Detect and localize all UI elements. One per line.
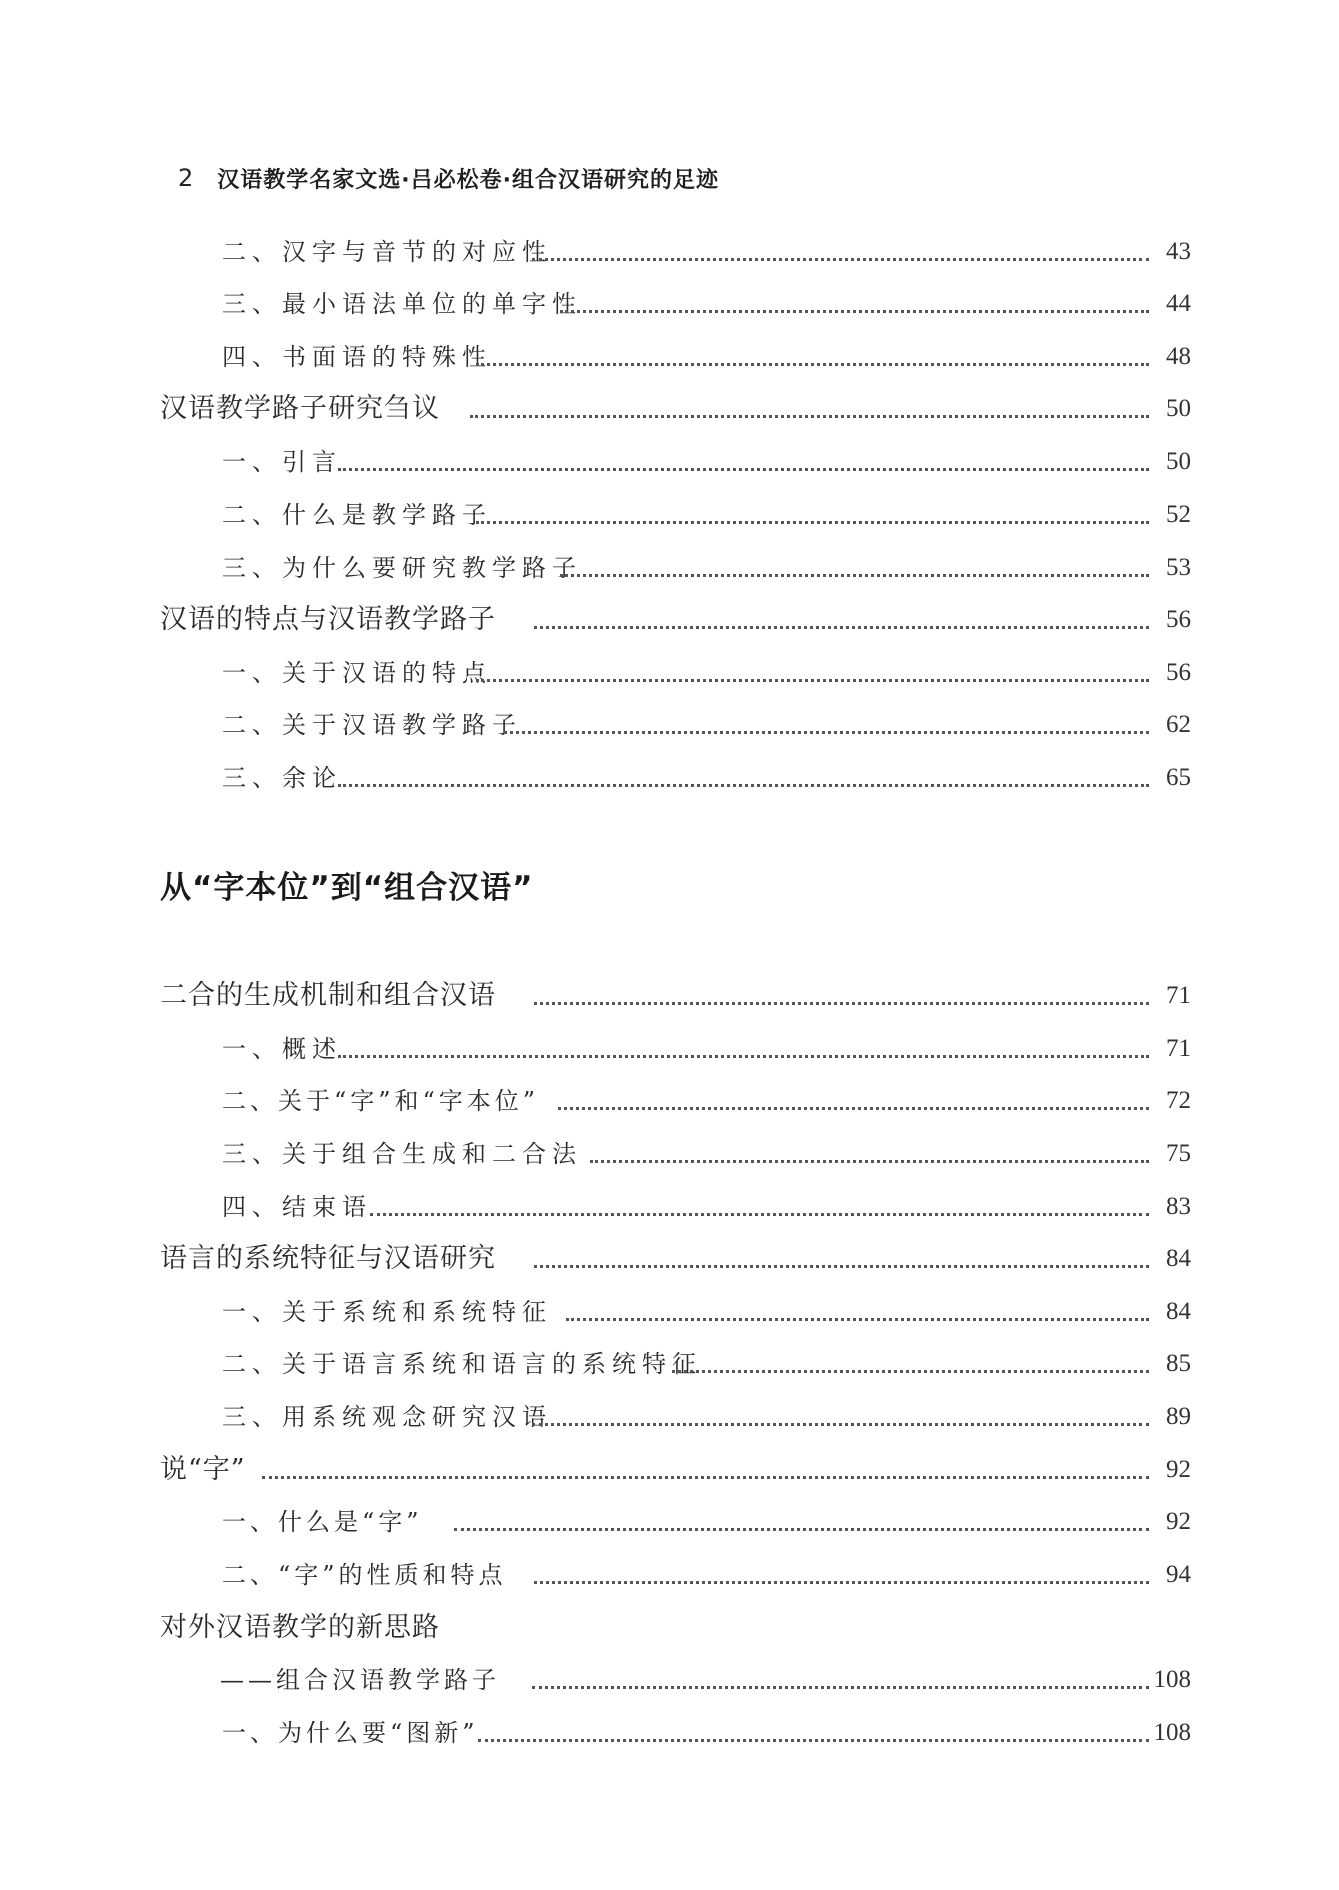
dot-leader bbox=[476, 521, 1149, 524]
toc-entry-page: 48 bbox=[1166, 343, 1191, 370]
toc-entry-page: 92 bbox=[1166, 1508, 1191, 1535]
toc-entry-page: 75 bbox=[1166, 1140, 1191, 1167]
toc-entry-title: 三、最小语法单位的单字性 bbox=[222, 290, 582, 318]
dot-leader bbox=[566, 1318, 1149, 1321]
dot-leader bbox=[558, 1107, 1149, 1110]
toc-entry[interactable] bbox=[0, 548, 1339, 588]
toc-entry-title: 四、结束语 bbox=[222, 1193, 372, 1221]
dot-leader bbox=[338, 1055, 1149, 1058]
toc-entry-title: 三、关于组合生成和二合法 bbox=[222, 1140, 582, 1168]
toc-entry-page: 65 bbox=[1166, 764, 1191, 791]
toc-entry-page: 56 bbox=[1166, 606, 1191, 633]
toc-entry-page: 43 bbox=[1166, 238, 1191, 265]
toc-entry-page: 71 bbox=[1166, 1035, 1191, 1062]
toc-entry[interactable] bbox=[0, 232, 1339, 272]
dot-leader bbox=[476, 679, 1149, 682]
toc-entry-title: 二、关于“字”和“字本位” bbox=[222, 1087, 540, 1115]
toc-entry-page: 108 bbox=[1153, 1719, 1191, 1746]
toc-entry[interactable] bbox=[0, 1660, 1339, 1700]
dot-leader bbox=[532, 1423, 1149, 1426]
toc-entry-title: 汉语的特点与汉语教学路子 bbox=[160, 604, 496, 635]
toc-entry-title: 汉语教学路子研究刍议 bbox=[160, 393, 440, 424]
toc-entry-title: 二、什么是教学路子 bbox=[222, 501, 492, 529]
toc-entry[interactable] bbox=[0, 1081, 1339, 1121]
toc-entry[interactable] bbox=[0, 389, 1339, 429]
toc-entry[interactable] bbox=[0, 1344, 1339, 1384]
dot-leader bbox=[560, 310, 1149, 313]
dot-leader bbox=[470, 415, 1149, 418]
toc-entry-title: ——组合汉语教学路子 bbox=[220, 1666, 500, 1694]
dot-leader bbox=[672, 1370, 1149, 1373]
toc-entry-title: 三、余论 bbox=[222, 764, 342, 792]
toc-entry[interactable] bbox=[0, 758, 1339, 798]
toc-entry[interactable] bbox=[0, 1029, 1339, 1069]
running-title: 汉语教学名家文选·吕必松卷·组合汉语研究的足迹 bbox=[217, 167, 719, 193]
toc-entry[interactable] bbox=[0, 1502, 1339, 1542]
toc-entry-title: 二合的生成机制和组合汉语 bbox=[160, 980, 496, 1011]
toc-entry-title: 一、为什么要“图新” bbox=[222, 1719, 479, 1747]
toc-entry-title: 对外汉语教学的新思路 bbox=[160, 1612, 440, 1643]
toc-entry[interactable] bbox=[0, 976, 1339, 1016]
toc-entry-page: 71 bbox=[1166, 982, 1191, 1009]
toc-entry[interactable] bbox=[0, 1397, 1339, 1437]
toc-entry-page: 85 bbox=[1166, 1350, 1191, 1377]
dot-leader bbox=[590, 1160, 1149, 1163]
toc-entry-page: 108 bbox=[1153, 1666, 1191, 1693]
toc-entry-page: 62 bbox=[1166, 711, 1191, 738]
toc-entry-page: 50 bbox=[1166, 448, 1191, 475]
toc-entry-page: 72 bbox=[1166, 1087, 1191, 1114]
dot-leader bbox=[370, 1213, 1149, 1216]
dot-leader bbox=[532, 1686, 1149, 1689]
toc-entry-title: 说“字” bbox=[160, 1454, 246, 1485]
toc-entry-page: 50 bbox=[1166, 395, 1191, 422]
toc-entry[interactable] bbox=[0, 1555, 1339, 1595]
toc-entry-title: 一、关于系统和系统特征 bbox=[222, 1298, 552, 1326]
toc-entry-title: 三、用系统观念研究汉语 bbox=[222, 1403, 552, 1431]
toc-entry[interactable] bbox=[0, 442, 1339, 482]
toc-entry-page: 84 bbox=[1166, 1245, 1191, 1272]
toc-entry-page: 56 bbox=[1166, 659, 1191, 686]
toc-entry-title: 一、概述 bbox=[222, 1035, 342, 1063]
toc-entry[interactable] bbox=[0, 600, 1339, 640]
section-heading: 从“字本位”到“组合汉语” bbox=[160, 870, 534, 906]
toc-entry[interactable] bbox=[0, 1450, 1339, 1490]
dot-leader bbox=[560, 574, 1149, 577]
toc-entry-page: 53 bbox=[1166, 554, 1191, 581]
toc-entry-page: 44 bbox=[1166, 290, 1191, 317]
dot-leader bbox=[534, 626, 1149, 629]
toc-entry-title: 一、引言 bbox=[222, 448, 342, 476]
toc-entry-page: 84 bbox=[1166, 1298, 1191, 1325]
toc-entry-page: 89 bbox=[1166, 1403, 1191, 1430]
toc-entry[interactable] bbox=[0, 1239, 1339, 1279]
toc-entry[interactable] bbox=[0, 653, 1339, 693]
toc-entry-page: 92 bbox=[1166, 1456, 1191, 1483]
dot-leader bbox=[338, 468, 1149, 471]
dot-leader bbox=[478, 1739, 1149, 1742]
dot-leader bbox=[338, 784, 1149, 787]
toc-entry-title: 二、“字”的性质和特点 bbox=[222, 1561, 507, 1589]
toc-entry-page: 94 bbox=[1166, 1561, 1191, 1588]
dot-leader bbox=[476, 363, 1149, 366]
toc-entry-title: 四、书面语的特殊性 bbox=[222, 343, 492, 371]
toc-entry-title: 三、为什么要研究教学路子 bbox=[222, 554, 582, 582]
toc-entry-title: 一、什么是“字” bbox=[222, 1508, 423, 1536]
dot-leader bbox=[532, 258, 1149, 261]
toc-entry[interactable] bbox=[0, 284, 1339, 324]
dot-leader bbox=[454, 1528, 1149, 1531]
toc-entry-page: 83 bbox=[1166, 1193, 1191, 1220]
toc-entry[interactable] bbox=[0, 705, 1339, 745]
toc-entry-title: 一、关于汉语的特点 bbox=[222, 659, 492, 687]
toc-entry-page: 52 bbox=[1166, 501, 1191, 528]
toc-entry-title: 二、汉字与音节的对应性 bbox=[222, 238, 552, 266]
toc-entry[interactable] bbox=[0, 1134, 1339, 1174]
toc-entry[interactable] bbox=[0, 1187, 1339, 1227]
dot-leader bbox=[534, 1002, 1149, 1005]
toc-entry-no-page[interactable] bbox=[0, 1608, 1339, 1648]
toc-entry-title: 二、关于汉语教学路子 bbox=[222, 711, 522, 739]
page-number: 2 bbox=[178, 164, 194, 192]
toc-entry[interactable] bbox=[0, 1713, 1339, 1753]
toc-entry[interactable] bbox=[0, 495, 1339, 535]
toc-entry-title: 语言的系统特征与汉语研究 bbox=[160, 1243, 496, 1274]
dot-leader bbox=[262, 1476, 1149, 1479]
dot-leader bbox=[534, 1265, 1149, 1268]
toc-entry[interactable] bbox=[0, 1292, 1339, 1332]
toc-entry-title: 二、关于语言系统和语言的系统特征 bbox=[222, 1350, 702, 1378]
dot-leader bbox=[534, 1581, 1149, 1584]
dot-leader bbox=[504, 731, 1149, 734]
toc-entry[interactable] bbox=[0, 337, 1339, 377]
